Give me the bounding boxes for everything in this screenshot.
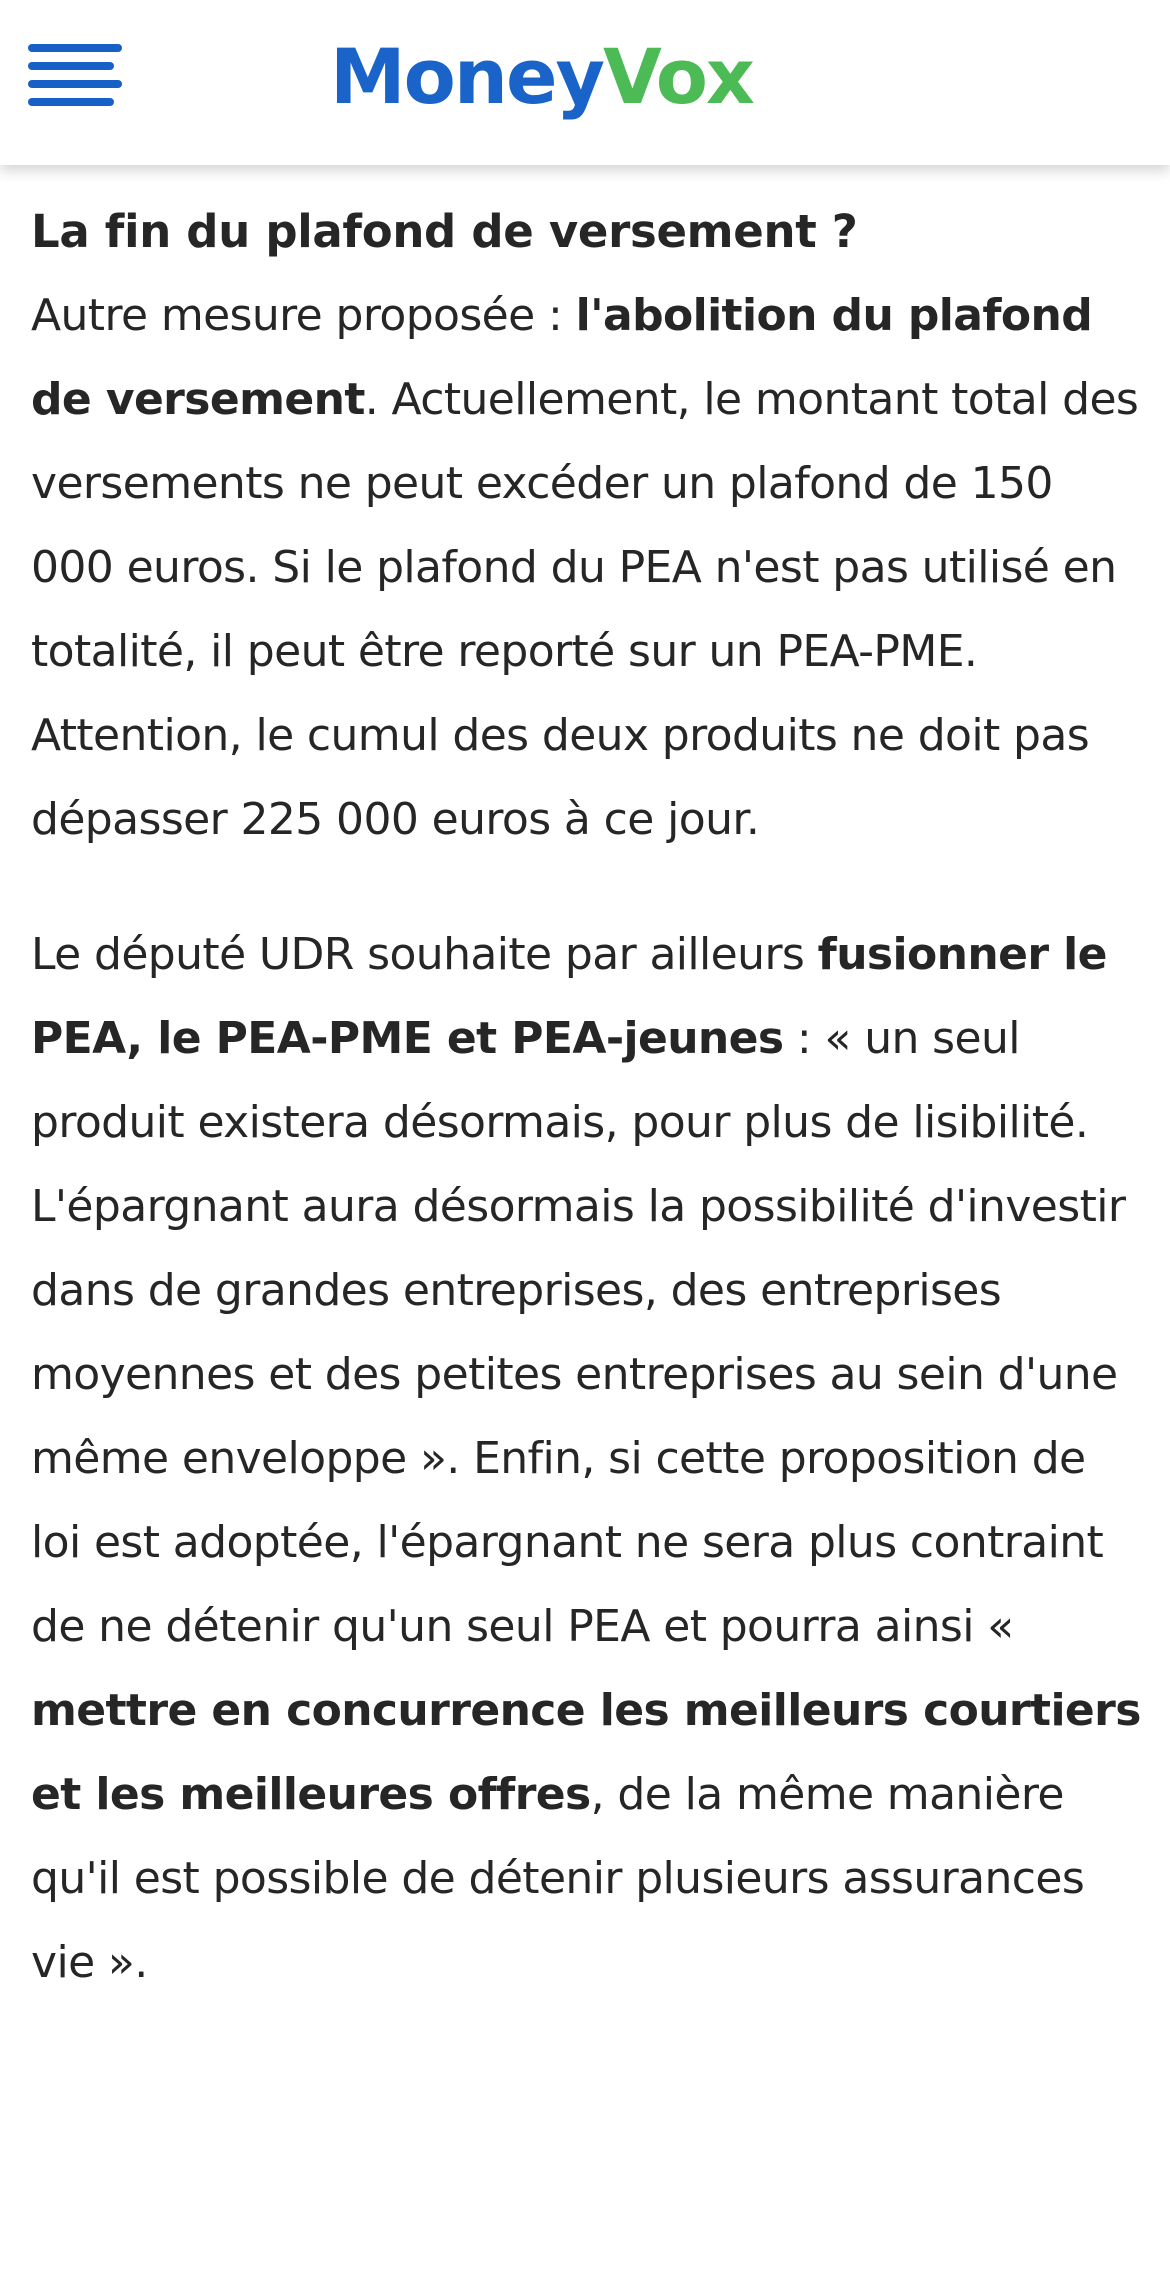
menu-bar (28, 98, 114, 106)
site-header (0, 0, 1170, 165)
menu-bar (28, 80, 122, 88)
article-body (31, 190, 1146, 2005)
paragraph-text: . Actuellement, le montant total des versements ne peut excéder un plafond de 150 000 euros. Si le plafond du PEA n'est pas utilisé en totalité, il peut être reporté sur un PEA-PME. Attention, le cumul des deux produits ne doit pas dépasser 225 000 euros à ce jour. (31, 374, 1139, 845)
paragraph-text: , de la même manière qu'il est possible de détenir plusieurs assurances vie ». (31, 1769, 1085, 1988)
section-heading: La fin du plafond de versement ? (31, 205, 858, 258)
logo-text-money: Money (330, 32, 604, 121)
menu-bar (28, 44, 122, 52)
bold-text: mettre en concurrence les meilleurs courtiers et les meilleures offres (31, 1685, 1141, 1820)
bold-text: fusionner le PEA, le PEA-PME et PEA-jeunes (31, 929, 1107, 1064)
paragraph-fusion (31, 913, 1146, 2005)
menu-bar (28, 62, 114, 70)
moneyvox-logo[interactable] (330, 22, 753, 132)
paragraph-text: Le député UDR souhaite par ailleurs (31, 929, 818, 980)
bold-text: l'abolition du plafond de versement (31, 290, 1093, 425)
hamburger-menu-icon[interactable] (28, 40, 122, 108)
paragraph-plafond (31, 274, 1146, 862)
paragraph-text: Autre mesure proposée : (31, 290, 576, 341)
logo-text-vox: Vox (603, 32, 753, 121)
paragraph-text: : « un seul produit existera désormais, pour plus de lisibilité. L'épargnant aura désormais la possibilité d'investir dans de grandes entreprises, des entreprises moyennes et des petites entreprises au sein d'une même enveloppe ». Enfin, si cette proposition de loi est adoptée, l'épargnant ne sera plus contraint de ne détenir qu'un seul PEA et pourra ainsi « (31, 1013, 1126, 1652)
